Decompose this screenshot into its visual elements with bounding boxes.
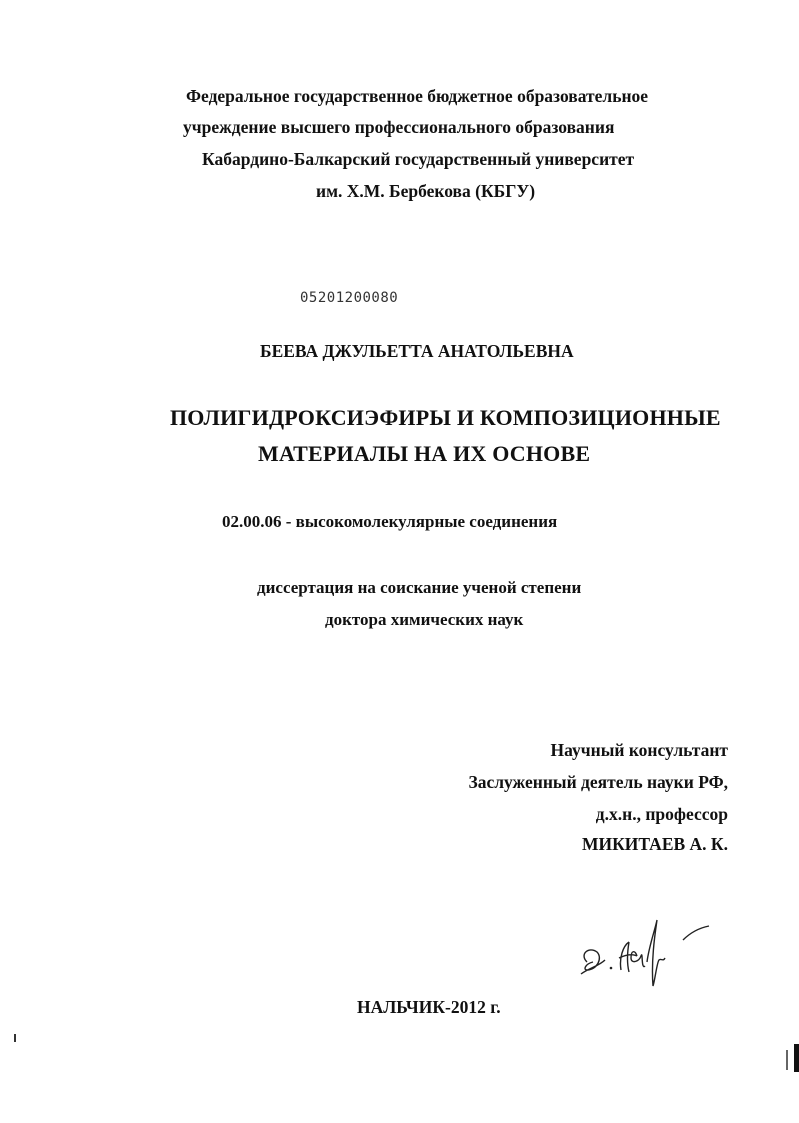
specialty-code: 02.00.06 - высокомолекулярные соединения [222,512,558,531]
consultant-title: Заслуженный деятель науки РФ, [468,772,728,792]
consultant-name: МИКИТАЕВ А. К. [581,834,728,854]
institution-line-3: Кабардино-Балкарский государственный университет [202,149,635,169]
scan-artifact-right [794,1044,799,1072]
city-year: НАЛЬЧИК-2012 г. [357,997,501,1017]
thesis-title-line-2: МАТЕРИАЛЫ НА ИХ ОСНОВЕ [258,441,591,466]
scan-artifact-left [14,1034,16,1042]
institution-line-4: им. Х.М. Бербекова (КБГУ) [316,181,536,201]
institution-line-2: учреждение высшего профессионального образования [183,117,615,137]
scan-artifact-right-2 [786,1050,788,1070]
author-name: БЕЕВА ДЖУЛЬЕТТА АНАТОЛЬЕВНА [260,341,574,361]
signature-icon [575,910,715,990]
thesis-title-line-1: ПОЛИГИДРОКСИЭФИРЫ И КОМПОЗИЦИОННЫЕ [170,405,721,430]
degree-line-1: диссертация на соискание ученой степени [257,578,582,597]
consultant-degree: д.х.н., профессор [595,804,728,824]
institution-line-1: Федеральное государственное бюджетное образовательное [186,86,649,106]
registration-code: 05201200080 [300,290,399,306]
consultant-label: Научный консультант [550,740,728,760]
degree-line-2: доктора химических наук [325,610,524,629]
